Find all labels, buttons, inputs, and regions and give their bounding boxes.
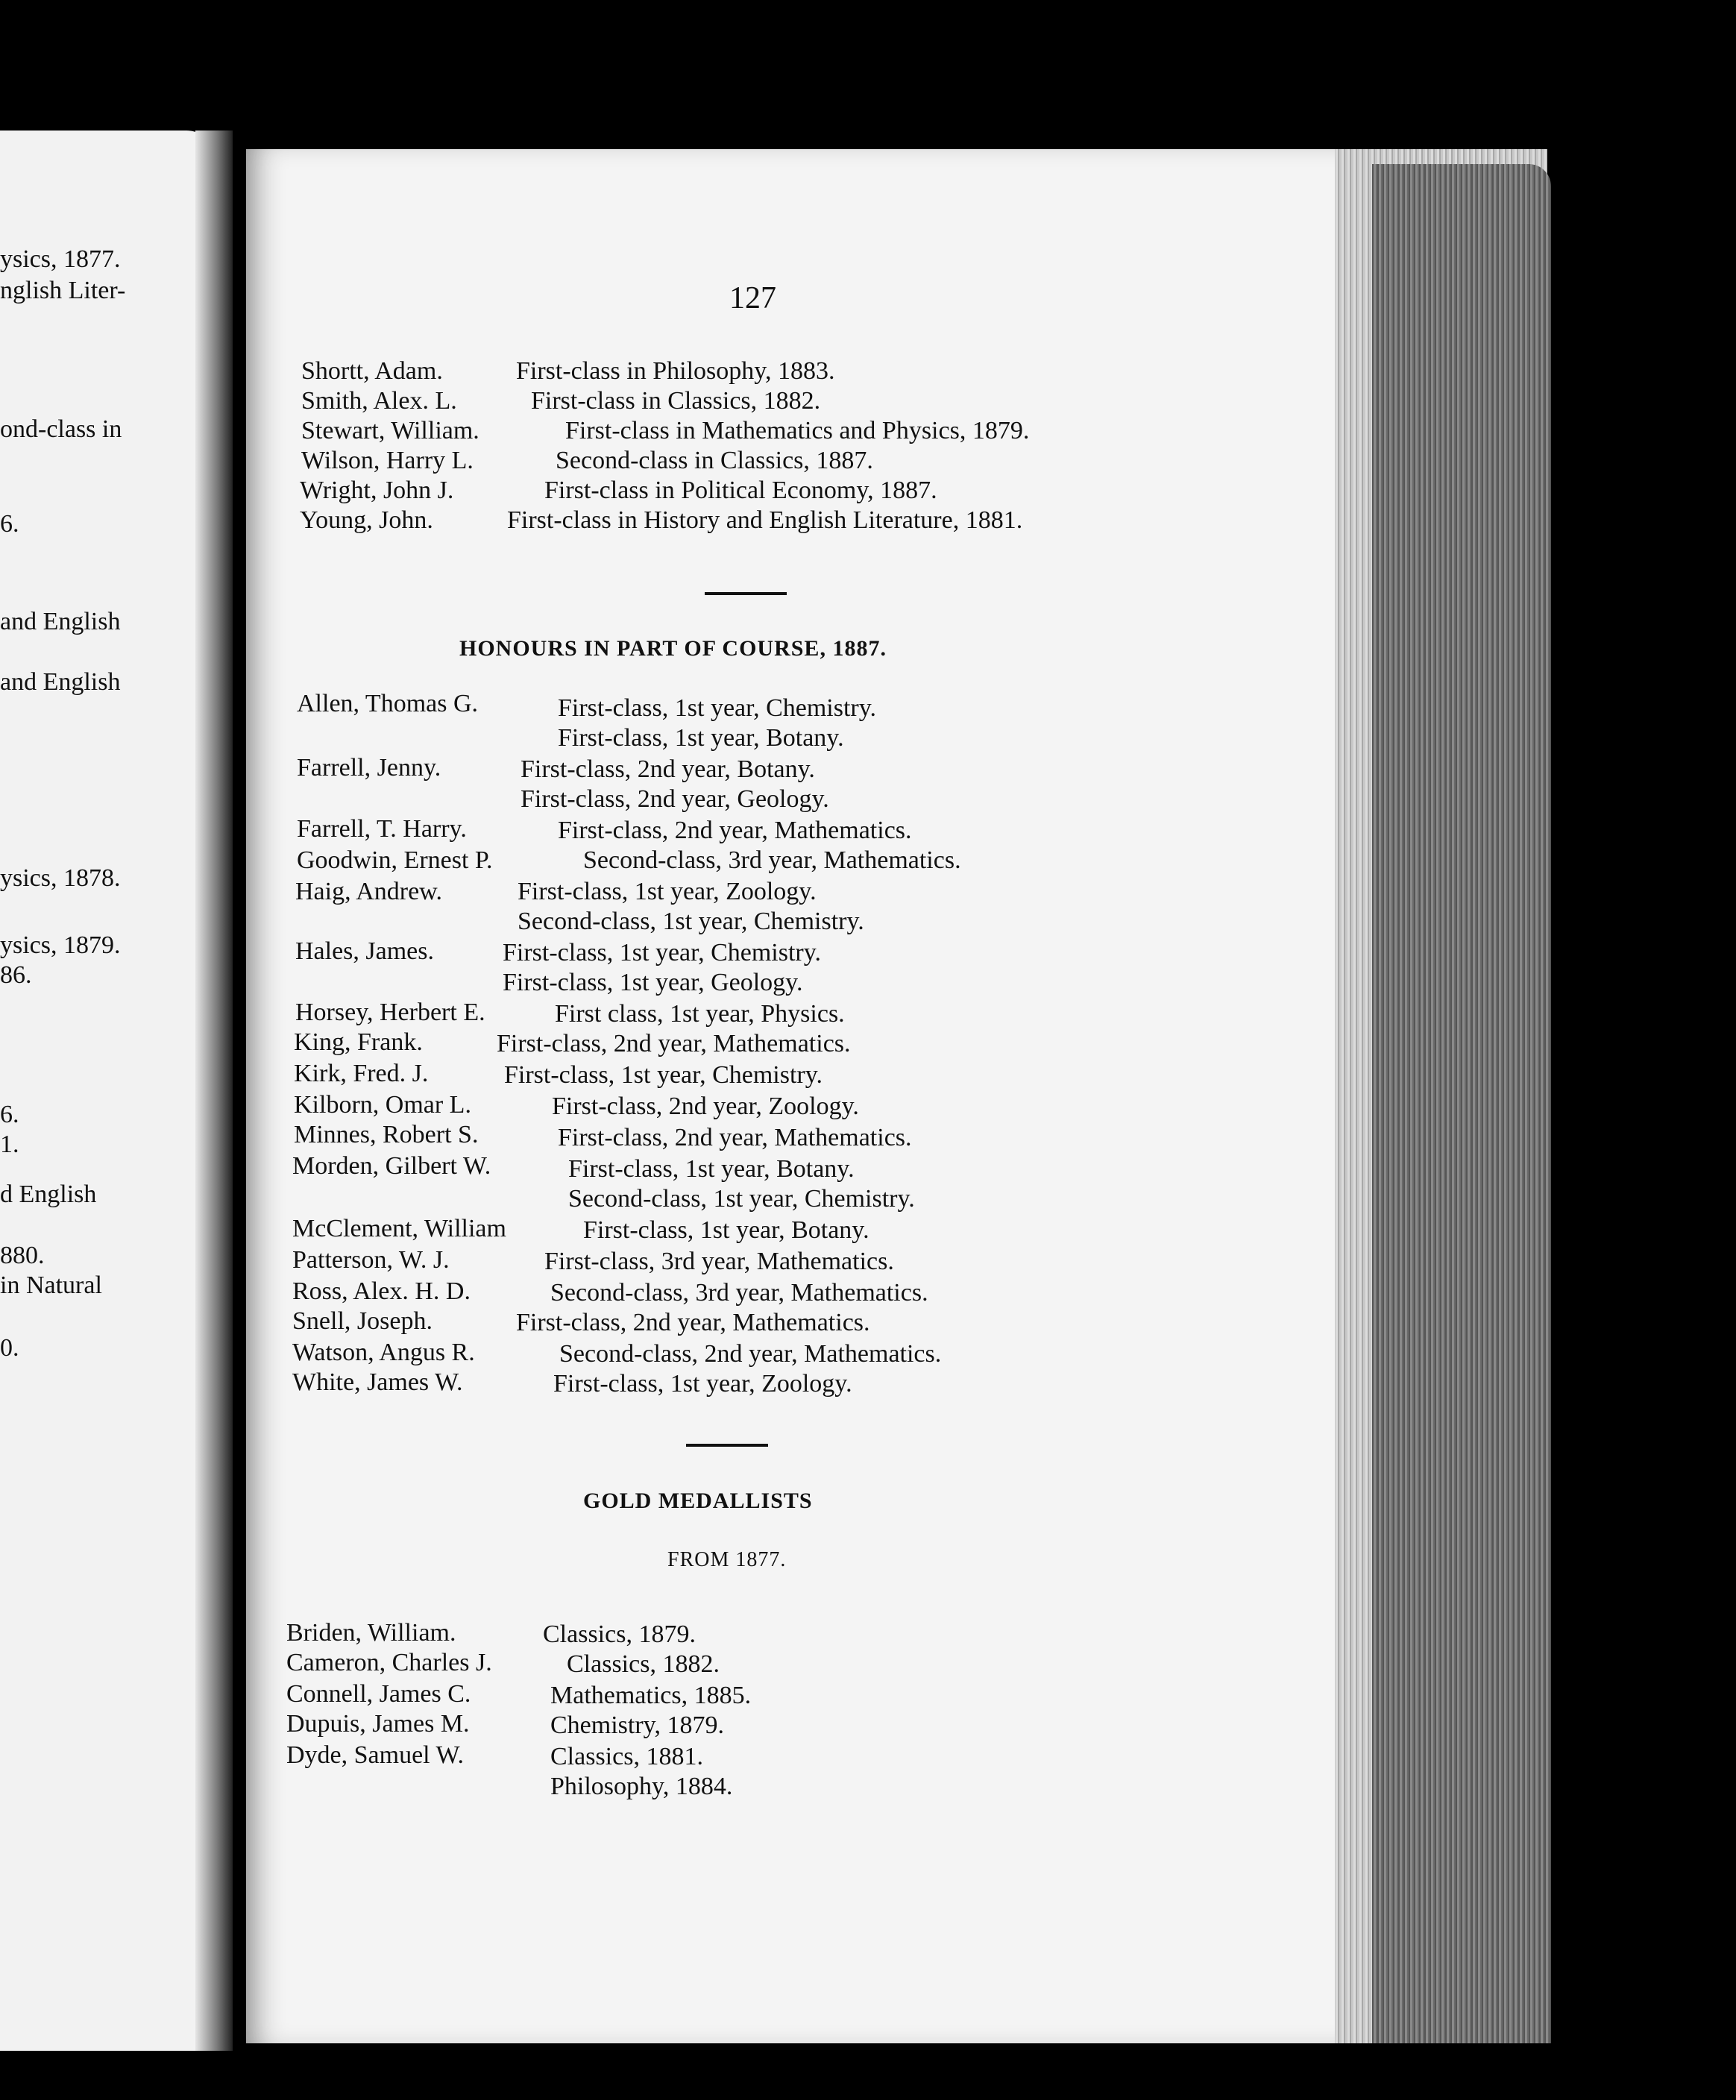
left-page-fragment: ysics, 1879. xyxy=(0,931,121,959)
entry-name: Farrell, Jenny. xyxy=(297,754,441,782)
entry-name: Ross, Alex. H. D. xyxy=(292,1277,471,1305)
left-page-fragment: and English xyxy=(0,608,121,635)
entry-award: Philosophy, 1884. xyxy=(550,1773,733,1800)
entry-award: Chemistry, 1879. xyxy=(550,1711,724,1739)
entry-name: Briden, William. xyxy=(286,1619,456,1647)
entry-award: Mathematics, 1885. xyxy=(550,1682,752,1709)
entry-honour: First-class, 1st year, Botany. xyxy=(568,1155,855,1183)
entry-honour: First-class in Mathematics and Physics, 1879. xyxy=(565,417,1030,444)
page-number: 127 xyxy=(729,281,776,315)
entry-name: Young, John. xyxy=(300,506,433,534)
left-page-fragment: 1. xyxy=(0,1131,19,1158)
entry-name: Hales, James. xyxy=(295,937,435,965)
entry-name: Morden, Gilbert W. xyxy=(292,1152,491,1180)
left-page-fragment: nglish Liter- xyxy=(0,277,126,304)
right-page xyxy=(246,149,1335,2043)
left-page-fragment: d English xyxy=(0,1181,97,1208)
entry-honour: Second-class, 3rd year, Mathematics. xyxy=(583,846,961,874)
entry-name: White, James W. xyxy=(292,1368,463,1396)
entry-honour: Second-class, 2nd year, Mathematics. xyxy=(559,1340,942,1368)
entry-name: Snell, Joseph. xyxy=(292,1307,433,1335)
entry-name: Dupuis, James M. xyxy=(286,1710,470,1738)
entry-name: Dyde, Samuel W. xyxy=(286,1741,464,1769)
left-page-fragment: 0. xyxy=(0,1334,19,1362)
entry-honour: First-class, 1st year, Zoology. xyxy=(553,1370,852,1398)
section-divider xyxy=(686,1444,768,1447)
entry-name: McClement, William xyxy=(292,1215,506,1242)
entry-honour: First-class in Philosophy, 1883. xyxy=(516,357,835,385)
left-page-fragment: ysics, 1878. xyxy=(0,864,121,892)
entry-honour: Second-class, 1st year, Chemistry. xyxy=(518,908,864,935)
entry-honour: Second-class in Classics, 1887. xyxy=(556,447,873,474)
entry-name: Kirk, Fred. J. xyxy=(294,1060,429,1087)
entry-honour: First-class, 3rd year, Mathematics. xyxy=(544,1248,894,1275)
entry-name: Shortt, Adam. xyxy=(301,357,443,385)
left-page xyxy=(0,131,216,2051)
entry-honour: First-class in Political Economy, 1887. xyxy=(544,477,937,504)
entry-honour: Second-class, 1st year, Chemistry. xyxy=(568,1185,915,1213)
entry-honour: First class, 1st year, Physics. xyxy=(555,1000,845,1028)
entry-honour: First-class in History and English Literature, 1881. xyxy=(507,506,1023,534)
entry-name: Goodwin, Ernest P. xyxy=(297,846,493,874)
entry-honour: First-class, 1st year, Chemistry. xyxy=(558,694,877,722)
entry-honour: First-class, 1st year, Chemistry. xyxy=(504,1061,823,1089)
entry-name: Wright, John J. xyxy=(300,477,454,504)
left-page-fragment: 86. xyxy=(0,961,32,989)
entry-name: Kilborn, Omar L. xyxy=(294,1091,471,1119)
left-page-fragment: ysics, 1877. xyxy=(0,245,121,273)
entry-name: King, Frank. xyxy=(294,1028,423,1056)
entry-honour: First-class, 1st year, Chemistry. xyxy=(503,939,822,966)
entry-honour: First-class, 2nd year, Mathematics. xyxy=(558,1124,912,1151)
entry-name: Cameron, Charles J. xyxy=(286,1649,492,1676)
section-heading: HONOURS IN PART OF COURSE, 1887. xyxy=(459,636,887,661)
entry-honour: First-class, 2nd year, Botany. xyxy=(521,755,815,783)
left-page-fragment: in Natural xyxy=(0,1271,102,1299)
entry-honour: Second-class, 3rd year, Mathematics. xyxy=(550,1279,928,1307)
left-page-fragment: and English xyxy=(0,668,121,696)
page-edges-shadow xyxy=(1372,164,1551,2043)
left-page-fragment: 880. xyxy=(0,1242,45,1269)
entry-honour: First-class, 1st year, Zoology. xyxy=(518,878,817,905)
entry-honour: First-class, 1st year, Geology. xyxy=(503,969,803,996)
entry-honour: First-class, 2nd year, Mathematics. xyxy=(497,1030,851,1057)
entry-name: Patterson, W. J. xyxy=(292,1246,450,1274)
entry-honour: First-class in Classics, 1882. xyxy=(531,387,821,415)
entry-name: Wilson, Harry L. xyxy=(301,447,474,474)
entry-name: Farrell, T. Harry. xyxy=(297,815,467,843)
entry-name: Connell, James C. xyxy=(286,1680,471,1708)
section-heading: GOLD MEDALLISTS xyxy=(583,1488,813,1513)
entry-name: Watson, Angus R. xyxy=(292,1339,475,1366)
left-page-fragment: ond-class in xyxy=(0,415,122,443)
book-gutter xyxy=(195,131,233,2051)
entry-name: Allen, Thomas G. xyxy=(297,690,479,717)
entry-honour: First-class, 2nd year, Mathematics. xyxy=(558,817,912,844)
left-page-fragment: 6. xyxy=(0,510,19,538)
left-page-fragment: 6. xyxy=(0,1101,19,1128)
entry-award: Classics, 1881. xyxy=(550,1743,703,1770)
entry-name: Stewart, William. xyxy=(301,417,479,444)
entry-honour: First-class, 1st year, Botany. xyxy=(558,724,844,752)
entry-award: Classics, 1882. xyxy=(567,1650,720,1678)
section-subheading: FROM 1877. xyxy=(667,1548,787,1571)
entry-name: Smith, Alex. L. xyxy=(301,387,457,415)
entry-honour: First-class, 2nd year, Zoology. xyxy=(552,1093,859,1120)
entry-honour: First-class, 2nd year, Geology. xyxy=(521,785,829,813)
entry-award: Classics, 1879. xyxy=(543,1620,696,1648)
entry-honour: First-class, 2nd year, Mathematics. xyxy=(516,1309,870,1336)
entry-name: Horsey, Herbert E. xyxy=(295,999,485,1026)
section-divider xyxy=(705,592,787,595)
entry-honour: First-class, 1st year, Botany. xyxy=(583,1216,869,1244)
entry-name: Minnes, Robert S. xyxy=(294,1121,479,1148)
entry-name: Haig, Andrew. xyxy=(295,878,443,905)
